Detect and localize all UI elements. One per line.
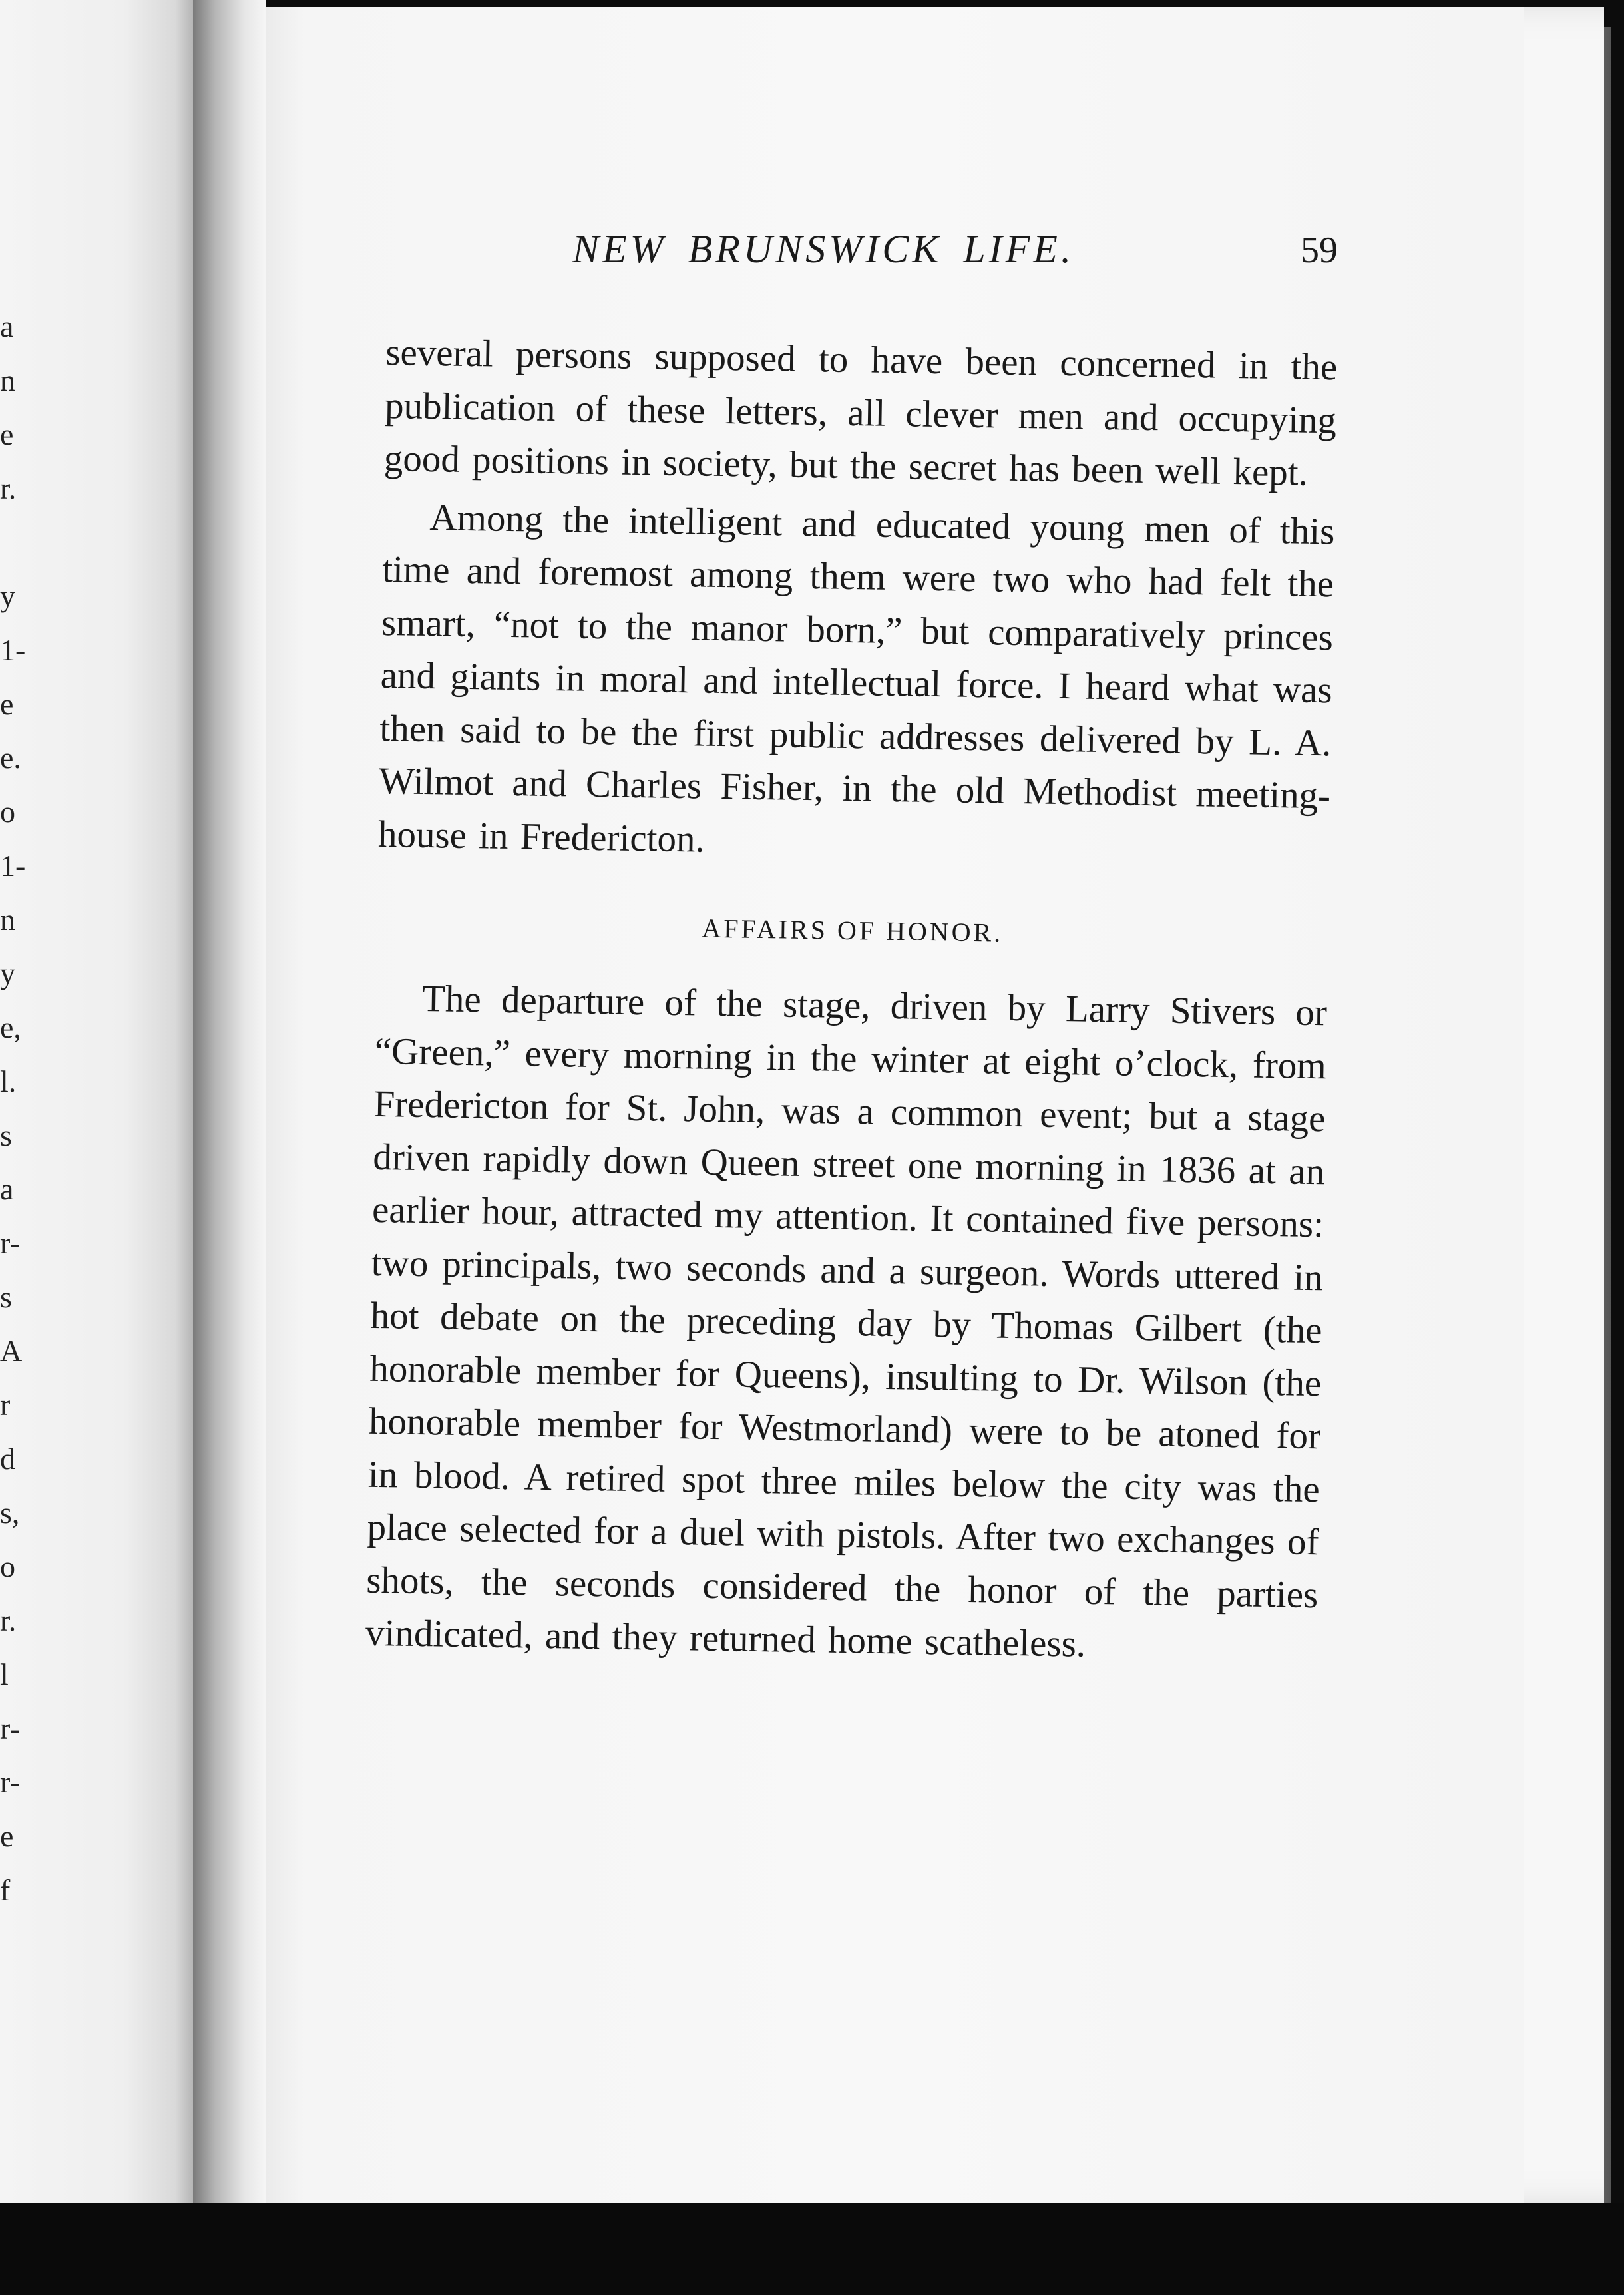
left-fragment: a	[0, 1172, 14, 1206]
left-fragment: n	[0, 903, 15, 937]
left-fragment: l.	[0, 1064, 17, 1098]
running-header	[572, 226, 1344, 286]
left-fragment: o	[0, 1550, 15, 1583]
left-fragment: e.	[0, 741, 21, 775]
left-fragment: r-	[0, 1226, 20, 1260]
left-fragment: r-	[0, 1711, 20, 1745]
left-fragment: f	[0, 1873, 11, 1907]
left-fragment: e	[0, 687, 14, 721]
left-fragment: r	[0, 1388, 11, 1422]
bottom-background	[0, 2203, 1624, 2295]
left-fragment: s	[0, 1280, 12, 1314]
left-fragment: 1-	[0, 633, 26, 667]
left-fragment	[0, 515, 27, 569]
paragraph-affairs-of-honor: The departure of the stage, driven by Larry Stivers or “Green,” every morning in the winter at eight o’clock, from Fredericton for St. John, was a common event; but a stage driven rapidly down Queen street one morning in 1836 at an earlier hour, attracted my attention. It contained five persons: two principals, two seconds and a surgeon. Words uttered in hot debate on the preceding day by Thomas Gilbert (the honorable member for Queens), insulting to Dr. Wilson (the honorable member for Westmorland) were to be atoned for in blood. A retired spot three miles below the city was the place selected for a duel with pistols. After two exchanges of shots, the seconds considered the honor of the parties vindicated, and they returned home scatheless.	[365, 977, 1328, 1665]
left-fragment: o	[0, 795, 15, 829]
paragraph-continued: several persons supposed to have been concerned in the publication of these letters, all clever men and occupying good positions in society, but the secret has been well kept.	[383, 331, 1338, 494]
left-fragment: r-	[0, 1765, 20, 1799]
left-fragment: A	[0, 1334, 23, 1368]
left-fragment: y	[0, 579, 15, 613]
left-fragment: a	[0, 310, 14, 343]
paragraph-young-men: Among the intelligent and educated young men of this time and foremost among them were two who had felt the smart, “not to the manor born,” but comparatively princes and giants in moral and intellectual force. I heard what was then said to be the first public addresses delivered by L. A. Wilmot and Charles Fisher, in the old Methodist meeting-house in Fredericton.	[377, 496, 1335, 861]
left-fragment: e	[0, 1819, 14, 1853]
left-fragment: r.	[0, 471, 17, 505]
left-fragment: d	[0, 1442, 15, 1476]
book-gutter-shadow	[193, 0, 266, 2295]
left-fragment: y	[0, 956, 15, 990]
left-fragment: e,	[0, 1010, 21, 1044]
left-fragment: e	[0, 417, 14, 451]
left-fragment: 1-	[0, 849, 26, 883]
left-page-text-fragments	[0, 300, 27, 1917]
running-title: NEW BRUNSWICK LIFE.	[572, 227, 1074, 271]
left-fragment: l	[0, 1657, 9, 1691]
page-body	[365, 326, 1338, 1675]
left-facing-page	[0, 0, 206, 2295]
left-fragment: n	[0, 363, 15, 397]
left-fragment: s,	[0, 1496, 20, 1530]
page-number: 59	[1301, 230, 1338, 271]
left-fragment: r.	[0, 1603, 17, 1637]
left-fragment: s	[0, 1118, 12, 1152]
section-heading: AFFAIRS OF HONOR.	[702, 913, 1004, 948]
